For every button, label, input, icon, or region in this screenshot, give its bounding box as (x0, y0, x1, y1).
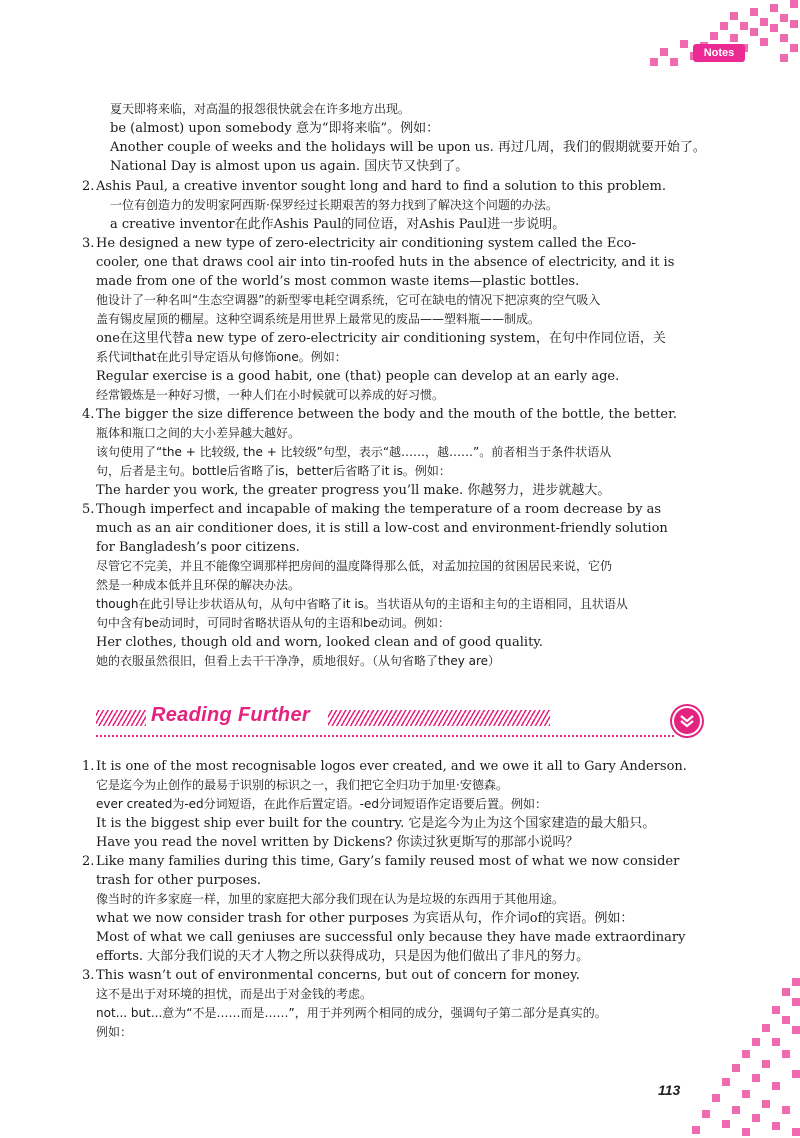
note-line: 这不是出于对环境的担忧，而是出于对金钱的考虑。 (96, 987, 373, 1001)
note-line: Have you read the novel written by Dickens? 你读过狄更斯写的那部小说吗？ (96, 835, 579, 850)
note-line: Her clothes, though old and worn, looked clean and of good quality. (96, 635, 544, 650)
note-line: for Bangladesh’s poor citizens. (96, 540, 300, 555)
note-line: 他设计了一种名叫“生态空调器”的新型零电耗空调系统，它可在缺电的情况下把凉爽的空气吸入 (96, 293, 601, 307)
note-line: trash for other purposes. (96, 873, 262, 888)
note-line: 它是迄今为止创作的最易于识别的标识之一，我们把它全归功于加里·安德森。 (96, 778, 508, 792)
note-line: though在此引导让步状语从句，从句中省略了it is。当状语从句的主语和主句的主语相同，且状语从 (96, 597, 628, 611)
note-number: 2. (82, 179, 95, 194)
reading-further-header (96, 700, 708, 740)
notes-content (82, 100, 708, 671)
note-item-3 (82, 234, 708, 405)
note-line: 句，后者是主句。bottle后省略了is，better后省略了it is。例如： (96, 464, 451, 478)
note-line: National Day is almost upon us again. 国庆节又快到了。 (110, 159, 469, 174)
note-line: Ashis Paul, a creative inventor sought long and hard to find a solution to this problem. (96, 179, 666, 194)
note-line: 夏天即将来临，对高温的报怨很快就会在许多地方出现。 (110, 102, 411, 116)
note-number: 4. (82, 407, 95, 422)
note-line: He designed a new type of zero-electricity air conditioning system called the Eco- (96, 236, 636, 251)
note-line: Most of what we call geniuses are successful only because they have made extraordinary (96, 930, 686, 945)
note-line: efforts. 大部分我们说的天才人物之所以获得成功，只是因为他们做出了非凡的努力。 (96, 949, 590, 964)
note-line: 经常锻炼是一种好习惯，一种人们在小时候就可以养成的好习惯。 (96, 388, 445, 402)
note-number: 5. (82, 502, 95, 517)
note-line: 然是一种成本低并且环保的解决办法。 (96, 578, 301, 592)
note-line: 像当时的许多家庭一样，加里的家庭把大部分我们现在认为是垃圾的东西用于其他用途。 (96, 892, 565, 906)
note-line: 瓶体和瓶口之间的大小差异越大越好。 (96, 426, 301, 440)
hatch-decoration-right (328, 710, 550, 726)
note-line: 一位有创造力的发明家阿西斯·保罗经过长期艰苦的努力找到了解决这个问题的办法。 (110, 198, 558, 212)
note-line: Regular exercise is a good habit, one (that) people can develop at an early age. (96, 369, 620, 384)
note-line: 句中含有be动词时，可同时省略状语从句的主语和be动词。例如： (96, 616, 451, 630)
note-number: 3. (82, 968, 95, 983)
note-line: The bigger the size difference between the body and the mouth of the bottle, the better. (96, 407, 678, 422)
note-number: 3. (82, 236, 95, 251)
note-line: not... but...意为“不是……而是……”，用于并列两个相同的成分，强调句子第二部分是真实的。 (96, 1006, 607, 1020)
rf-note-item-3 (82, 966, 708, 1042)
page-number: 113 (658, 1082, 681, 1098)
chevron-down-icon[interactable] (674, 708, 700, 734)
note-line: be (almost) upon somebody 意为“即将来临”。例如： (110, 121, 440, 136)
rf-note-item-1 (82, 757, 708, 852)
dotted-divider (96, 735, 674, 737)
note-line: Like many families during this time, Gary’s family reused most of what we now consider (96, 854, 680, 869)
note-item-5 (82, 500, 708, 671)
note-line: 尽管它不完美，并且不能像空调那样把房间的温度降得那么低，对孟加拉国的贫困居民来说，它仍 (96, 559, 613, 573)
note-line: 例如： (96, 1025, 133, 1039)
note-line: 系代词that在此引导定语从句修饰one。例如： (96, 350, 347, 364)
note-line: ever created为-ed分词短语，在此作后置定语。-ed分词短语作定语要后置。例如： (96, 797, 547, 811)
rf-note-item-2 (82, 852, 708, 966)
note-item-2 (82, 177, 708, 234)
note-line: It is the biggest ship ever built for the country. 它是迄今为止为这个国家建造的最大船只。 (96, 816, 656, 831)
note-line: what we now consider trash for other purposes 为宾语从句，作介词of的宾语。例如： (96, 911, 634, 926)
note-line: 该句使用了“the + 比较级, the + 比较级”句型，表示“越……，越……”。前者相当于条件状语从 (96, 445, 612, 459)
note-number: 1. (82, 759, 95, 774)
note-line: The harder you work, the greater progress you’ll make. 你越努力，进步就越大。 (96, 483, 611, 498)
reading-further-content (82, 757, 708, 1042)
notes-tab: Notes (693, 44, 745, 62)
note-line: Though imperfect and incapable of making the temperature of a room decrease by as (96, 502, 662, 517)
note-line: much as an air conditioner does, it is still a low-cost and environment-friendly solution (96, 521, 668, 536)
hatch-decoration-left (96, 710, 146, 726)
note-line: made from one of the world’s most common waste items—plastic bottles. (96, 274, 580, 289)
note-line: It is one of the most recognisable logos ever created, and we owe it all to Gary Anderson. (96, 759, 687, 774)
note-number: 2. (82, 854, 95, 869)
reading-further-title: Reading Further (151, 704, 310, 726)
intro-note (96, 100, 708, 176)
note-line: 她的衣服虽然很旧，但看上去干干净净，质地很好。（从句省略了they are） (96, 654, 501, 668)
note-line: cooler, one that draws cool air into tin-roofed huts in the absence of electricity, and it is (96, 255, 675, 270)
note-line: Another couple of weeks and the holidays will be upon us. 再过几周，我们的假期就要开始了。 (110, 140, 706, 155)
note-line: one在这里代替a new type of zero-electricity air conditioning system，在句中作同位语，关 (96, 331, 666, 346)
note-line: a creative inventor在此作Ashis Paul的同位语，对Ashis Paul进一步说明。 (110, 217, 566, 232)
note-item-4 (82, 405, 708, 500)
note-line: 盖有锡皮屋顶的棚屋。这种空调系统是用世界上最常见的废品——塑料瓶——制成。 (96, 312, 541, 326)
note-line: This wasn’t out of environmental concerns, but out of concern for money. (96, 968, 580, 983)
